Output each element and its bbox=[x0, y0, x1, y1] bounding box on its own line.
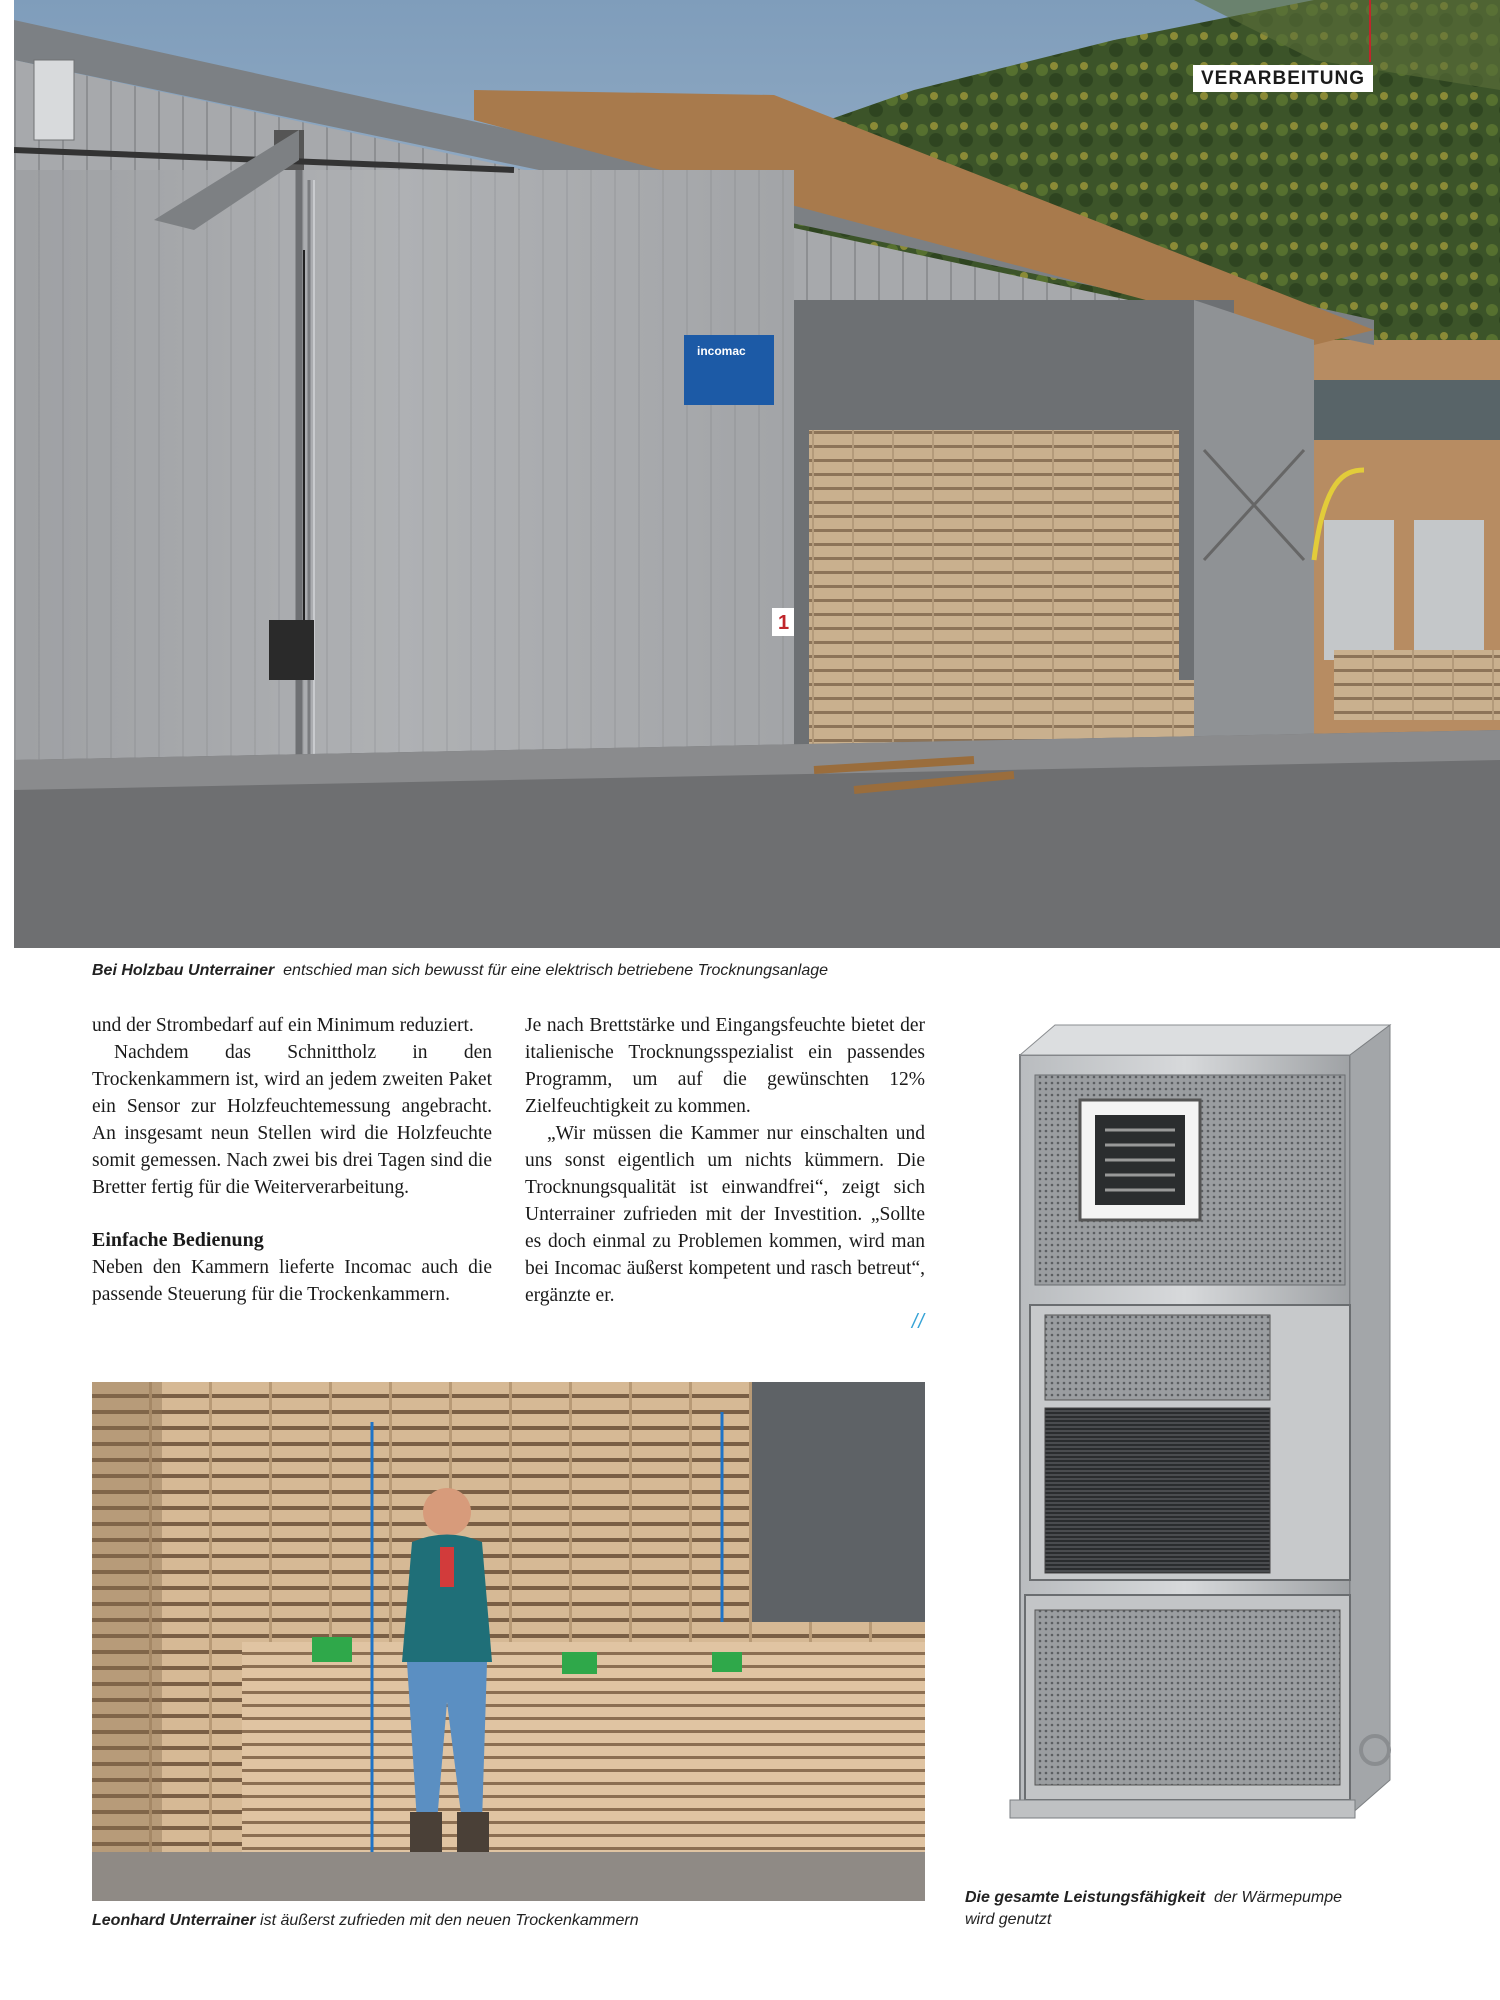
person-caption-bold: Leonhard Unterrainer bbox=[92, 1912, 256, 1929]
heat-pump-photo bbox=[995, 1020, 1420, 1835]
heat-pump-caption-text: der Wärmepumpe wird genutzt bbox=[965, 1889, 1342, 1928]
hero-caption bbox=[92, 960, 1392, 982]
heat-pump-caption bbox=[965, 1887, 1365, 1931]
hero-caption-bold: Bei Holzbau Unterrainer bbox=[92, 962, 275, 979]
section-tag-line bbox=[1369, 0, 1371, 62]
article-paragraph: Neben den Kammern lieferte Incomac auch die passende Steuerung für die Trockenkammern. bbox=[92, 1257, 492, 1305]
hero-photo bbox=[14, 0, 1500, 948]
article-column-2 bbox=[525, 1012, 925, 1336]
hero-photo-illustration bbox=[14, 0, 1500, 948]
article-subheading: Einfache Bedienung bbox=[92, 1229, 264, 1251]
article-paragraph: Je nach Brettstärke und Eingangsfeuchte bietet der italienische Trocknungsspezialist ein passendes Programm, um auf die gewünschten 12% Zielfeuchtigkeit zu kommen. bbox=[525, 1015, 925, 1117]
person-photo-illustration bbox=[92, 1382, 925, 1901]
article-column-1 bbox=[92, 1012, 492, 1308]
hero-caption-text: entschied man sich bewusst für eine elektrisch betriebene Trocknungsanlage bbox=[283, 962, 829, 979]
heat-pump-illustration bbox=[995, 1020, 1420, 1835]
person-caption-text: ist äußerst zufrieden mit den neuen Trockenkammern bbox=[260, 1912, 639, 1929]
article-paragraph: „Wir müssen die Kammer nur einschalten und uns sonst eigentlich um nichts kümmern. Die Trocknungsqualität ist einwandfrei“, zeigt sich Unterrainer zufrieden mit der Investition. „Sollte es doch einmal zu Problemen kommen, wird man bei Incomac äußerst kompetent und rasch betreut“, ergänzte er. bbox=[525, 1123, 925, 1306]
article-paragraph: und der Strombedarf auf ein Minimum reduziert. bbox=[92, 1015, 474, 1036]
door-number: 1 bbox=[778, 612, 790, 634]
incomac-sign-text: incomac bbox=[697, 344, 746, 358]
person-photo-caption bbox=[92, 1910, 932, 1932]
article-paragraph: Nachdem das Schnittholz in den Trockenkammern ist, wird an jedem zweiten Paket ein Sensor zur Holzfeuchtemessung angebracht. An insgesamt neun Stellen wird die Holzfeuchte somit gemessen. Nach zwei bis drei Tagen sind die Bretter fertig für die Weiterverarbeitung. bbox=[92, 1042, 492, 1198]
heat-pump-caption-bold: Die gesamte Leistungsfähigkeit bbox=[965, 1889, 1206, 1906]
person-photo bbox=[92, 1382, 925, 1901]
article-end-mark: // bbox=[911, 1311, 925, 1333]
section-tag: VERARBEITUNG bbox=[1193, 65, 1373, 92]
